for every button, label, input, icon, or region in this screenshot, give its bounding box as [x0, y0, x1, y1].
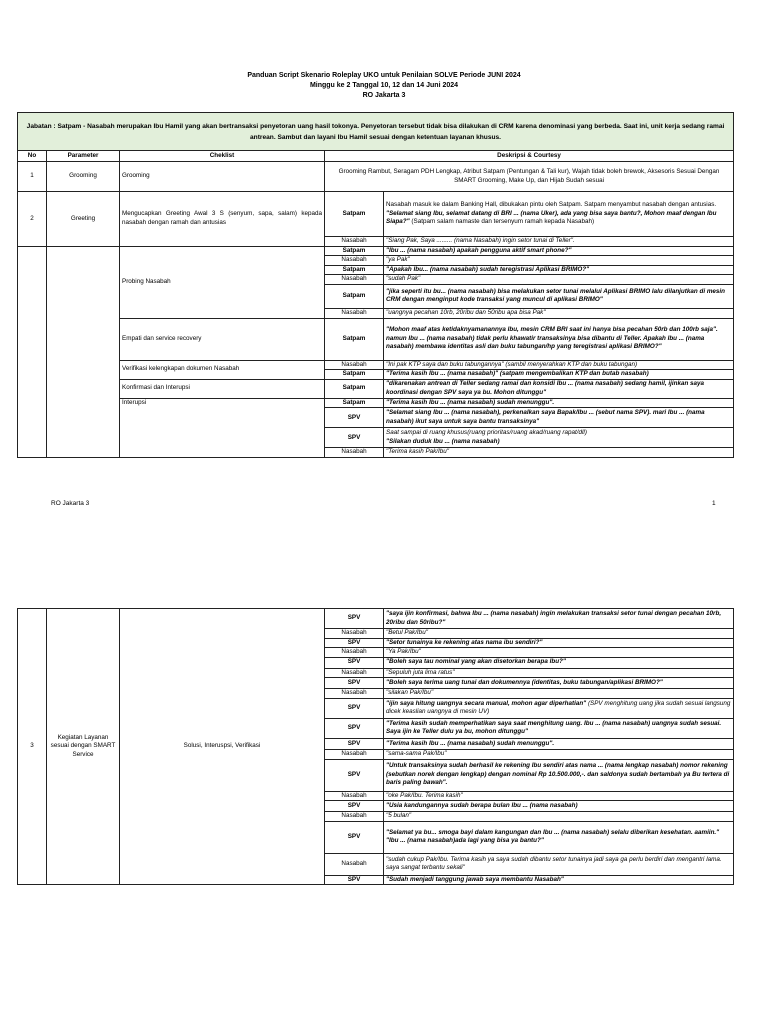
table-header-row: [18, 151, 734, 162]
dialog-text: "silakan Pak/Ibu": [384, 689, 734, 699]
speaker-role: SPV: [325, 698, 384, 718]
dialog-text: "ya Pak": [384, 256, 734, 266]
dialog-text: "Betul Pak/Ibu": [384, 629, 734, 639]
speaker-role: SPV: [325, 875, 384, 885]
speaker-role: Satpam: [325, 265, 384, 275]
dialog-text: "Selamat siang Ibu ... (nama nasabah), perkenalkan saya Bapak/Ibu ... (sebut nama SPV). mari Ibu ... (nama nasabah) ikut saya untuk saya bantu transaksinya": [384, 408, 734, 428]
dialog-text: "dikarenakan antrean di Teller sedang ramai dan konsidi Ibu ... (nama nasabah) sedang hamil, ijinkan saya koordinasi dengan SPV saya ya bu. Mohon ditunggu": [384, 379, 734, 398]
row-checklist: Grooming: [120, 162, 325, 192]
dialog-text: "sama-sama Pak/Ibu": [384, 749, 734, 759]
footer-page-number: 1: [712, 500, 716, 507]
scene-description: Nasabah masuk ke dalam Banking Hall, dibukakan pintu oleh Satpam. Satpam menyambut nasabah dengan antusias.: [386, 201, 717, 209]
speaker-role: Nasabah: [325, 448, 384, 458]
speaker-role: SPV: [325, 718, 384, 738]
dialog-text: [384, 821, 734, 853]
col-header-no: No: [18, 151, 47, 162]
speaker-role: Nasabah: [325, 275, 384, 285]
dialog-text: "jika seperti itu bu... (nama nasabah) bisa melakukan setor tunai melalui Aplikasi BRIMO lalu dilanjutkan di mesin CRM dengan menginput kode transaksi yang muncul di aplikasi BRIMO": [384, 284, 734, 308]
dialog-text: [384, 428, 734, 448]
dialog-text: "Mohon maaf atas ketidaknyamanannya Ibu, mesin CRM BRI saat ini hanya bisa pecahan 50rb dan 100rb saja". namun Ibu ... (nama nasabah) tidak perlu khawatir transaksinya bisa dibantu di Teller. Apakah Ibu ... (nama nasabah) membawa identitas asli dan buku tabungan/hp yang teregistrasi aplikasi BRIMO?": [384, 318, 734, 360]
speaker-role: Nasabah: [325, 812, 384, 822]
speaker-role: SPV: [325, 801, 384, 812]
dialog-text: "Sepuluh juta lima ratus": [384, 668, 734, 678]
row-number: 1: [18, 162, 47, 192]
speaker-role: SPV: [325, 408, 384, 428]
dialog-text: "5 bulan": [384, 812, 734, 822]
checklist-probing: Probing Nasabah: [120, 246, 325, 318]
roleplay-table-page1: [17, 112, 734, 458]
speaker-role: SPV: [325, 609, 384, 629]
dialog-quote: "Silakan duduk Ibu ... (nama nasabah): [386, 437, 500, 445]
speaker-role: SPV: [325, 428, 384, 448]
document-title: Panduan Script Skenario Roleplay UKO untuk Penilaian SOLVE Periode JUNI 2024: [247, 72, 521, 79]
dialog-text: "Ibu ... (nama nasabah) apakah pengguna aktif smart phone?": [384, 246, 734, 256]
speaker-role: Satpam: [325, 318, 384, 360]
dialog-text: "Apakah Ibu... (nama nasabah) sudah teregistrasi Aplikasi BRIMO?": [384, 265, 734, 275]
document-region: RO Jakarta 3: [362, 92, 406, 99]
dialog-text: "sudah Pak": [384, 275, 734, 285]
speaker-role: Nasabah: [325, 689, 384, 699]
dialog-text: "Terima kasih sudah memperhatikan saya saat menghitung uang. Ibu ... (nama nasabah) uangnya sudah sesuai. Saya ijin ke Teller dulu ya bu, mohon ditunggu": [384, 718, 734, 738]
scene-note: Saat sampai di ruang khusus(ruang prioritas/ruang akad/ruang rapat/dll): [386, 429, 587, 437]
dialog-text: "Untuk transaksinya sudah berhasil ke rekening Ibu sendiri atas nama ... (nama lengkap nasabah) nomor rekening (sebutkan norek dengan lengkap) dengan nominal Rp 10.500.000,-. dan saldonya sudah bertambah ya Bu tertera di baris paling bawah".: [384, 759, 734, 791]
roleplay-table-page2: [17, 608, 734, 885]
speaker-role: Nasabah: [325, 360, 384, 370]
speaker-role: Nasabah: [325, 237, 384, 247]
row-description: Grooming Rambut, Seragam PDH Lengkap, Atribut Satpam (Pentungan & Tali kur), Wajah tidak boleh brewok, Aksesoris Sesuai Dengan SMART Grooming, Make Up, dan Hijab Sudah sesuai: [325, 162, 734, 192]
dialog-text: "Siang Pak, Saya ......... (nama Nasabah) ingin setor tunai di Teller".: [384, 237, 734, 247]
speaker-role: Satpam: [325, 192, 384, 237]
speaker-role: Nasabah: [325, 648, 384, 658]
jabatan-description: Jabatan : Satpam - Nasabah merupakan Ibu Hamil yang akan bertransaksi penyetoran uang hasil tokonya. Penyetoran tersebut tidak bisa dilakukan di CRM karena denominasi yang berbeda. Saat ini, unit kerja sedang ramai antrean. Sambut dan layani Ibu Hamil sesuai dengan ketentuan layanan khusus.: [18, 113, 734, 151]
greeting-quote: "Selamat siang Ibu, selamat datang di BRI ... (nama Uker), ada yang bisa saya bantu?, Mohon maaf dengan Ibu Siapa?": [386, 209, 717, 226]
dialog-text: [384, 192, 734, 237]
footer-left: RO Jakarta 3: [51, 500, 90, 507]
row-checklist: Solusi, Interuspsi, Verifikasi: [120, 609, 325, 885]
dialog-text: "Terima kasih Pak/Ibu": [384, 448, 734, 458]
dialog-text: "Boleh saya tau nominal yang akan disetorkan berapa Ibu?": [384, 657, 734, 668]
speaker-role: Nasabah: [325, 256, 384, 266]
col-header-deskripsi: Deskripsi & Courtesy: [325, 151, 734, 162]
speaker-role: Nasabah: [325, 629, 384, 639]
speaker-role: Satpam: [325, 379, 384, 398]
speaker-role: SPV: [325, 759, 384, 791]
dialog-text: "Terima kasih Ibu ... (nama nasabah) sudah menunggu".: [384, 398, 734, 408]
speaker-role: SPV: [325, 657, 384, 668]
checklist-konfirmasi: Konfirmasi dan Interupsi: [120, 379, 325, 398]
speaker-role: SPV: [325, 821, 384, 853]
dialog-text: "Sudah menjadi tanggung jawab saya membantu Nasabah": [384, 875, 734, 885]
dialog-text: "Terima kasih Ibu ... (nama nasabah) sudah menunggu".: [384, 738, 734, 749]
dialog-text: "Usia kandungannya sudah berapa bulan Ibu ... (nama nasabah): [384, 801, 734, 812]
dialog-text: "Ya Pak/Ibu": [384, 648, 734, 658]
speaker-role: Satpam: [325, 370, 384, 380]
row-checklist: Mengucapkan Greeting Awal 3 S (senyum, sapa, salam) kepada nasabah dengan ramah dan antusias: [120, 192, 325, 247]
col-header-checklist: Cheklist: [120, 151, 325, 162]
speaker-role: Nasabah: [325, 749, 384, 759]
dialog-text: "Ini pak KTP saya dan buku tabungannya" (sambil menyerahkan KTP dan buku tabungan): [384, 360, 734, 370]
row-number: 2: [18, 192, 47, 247]
checklist-empati: Empati dan service recovery: [120, 318, 325, 360]
col-header-parameter: Parameter: [47, 151, 120, 162]
document-title-block: [0, 71, 768, 101]
dialog-text: "sudah cukup Pak/Ibu. Terima kasih ya saya sudah dibantu setor tunainya jadi saya ga perlu berdiri dan mengantri lama. saya sangat terbantu sekali": [384, 853, 734, 875]
table-row: [18, 162, 734, 192]
dialog-text: "Boleh saya terima uang tunai dan dokumennya (identitas, buku tabungan/aplikasi BRIMO?": [384, 678, 734, 689]
dialog-text: [384, 698, 734, 718]
dialog-quote-2: "Ibu ... (nama nasabah)ada lagi yang bisa ya bantu?": [386, 837, 544, 845]
checklist-verifikasi: Verifikasi kelengkapan dokumen Nasabah: [120, 360, 325, 379]
dialog-text: "oke Pak/Ibu. Terima kasih": [384, 791, 734, 801]
speaker-role: Nasabah: [325, 308, 384, 318]
checklist-interupsi: Interupsi: [120, 398, 325, 457]
row-parameter: Grooming: [47, 162, 120, 192]
dialog-quote: "ijin saya hitung uangnya secara manual, mohon agar diperhatian": [386, 699, 587, 707]
speaker-role: SPV: [325, 738, 384, 749]
dialog-text: "saya ijin konfirmasi, bahwa Ibu ... (nama nasabah) ingin melakukan transaksi setor tunai dengan pecahan 10rb, 20ribu dan 50ribu?": [384, 609, 734, 629]
row-number: 3: [18, 609, 47, 885]
speaker-role: Satpam: [325, 284, 384, 308]
dialog-quote: "Selamat ya bu... smoga bayi dalam kangungan dan Ibu ... (nama nasabah) selalu diberikan kesehatan. aamiin.": [386, 828, 720, 836]
speaker-role: Satpam: [325, 246, 384, 256]
speaker-role: Nasabah: [325, 853, 384, 875]
dialog-text: "Setor tunainya ke rekening atas nama ibu sendiri?": [384, 638, 734, 648]
speaker-role: Nasabah: [325, 668, 384, 678]
document-subtitle: Minggu ke 2 Tanggal 10, 12 dan 14 Juni 2024: [309, 82, 459, 89]
dialog-text: "Terima kasih Ibu ... (nama nasabah)" (satpam mengembalikan KTP dan butab nasabah): [384, 370, 734, 380]
dialog-text: "uangnya pecahan 10rb, 20ribu dan 50ribu apa bisa Pak": [384, 308, 734, 318]
table-row: [18, 192, 734, 237]
stage-note: (Satpam salam namaste dan tersenyum ramah kepada Nasabah): [411, 218, 595, 226]
speaker-role: Nasabah: [325, 791, 384, 801]
row-parameter: Greeting: [47, 192, 120, 247]
speaker-role: Satpam: [325, 398, 384, 408]
speaker-role: SPV: [325, 638, 384, 648]
row-parameter: Kegiatan Layanan sesuai dengan SMART Service: [47, 609, 120, 885]
stage-note: (SPV menghitung uang jika sudah sesuai langsung dicek keaslian uangnya di mesin UV): [386, 699, 731, 716]
speaker-role: SPV: [325, 678, 384, 689]
